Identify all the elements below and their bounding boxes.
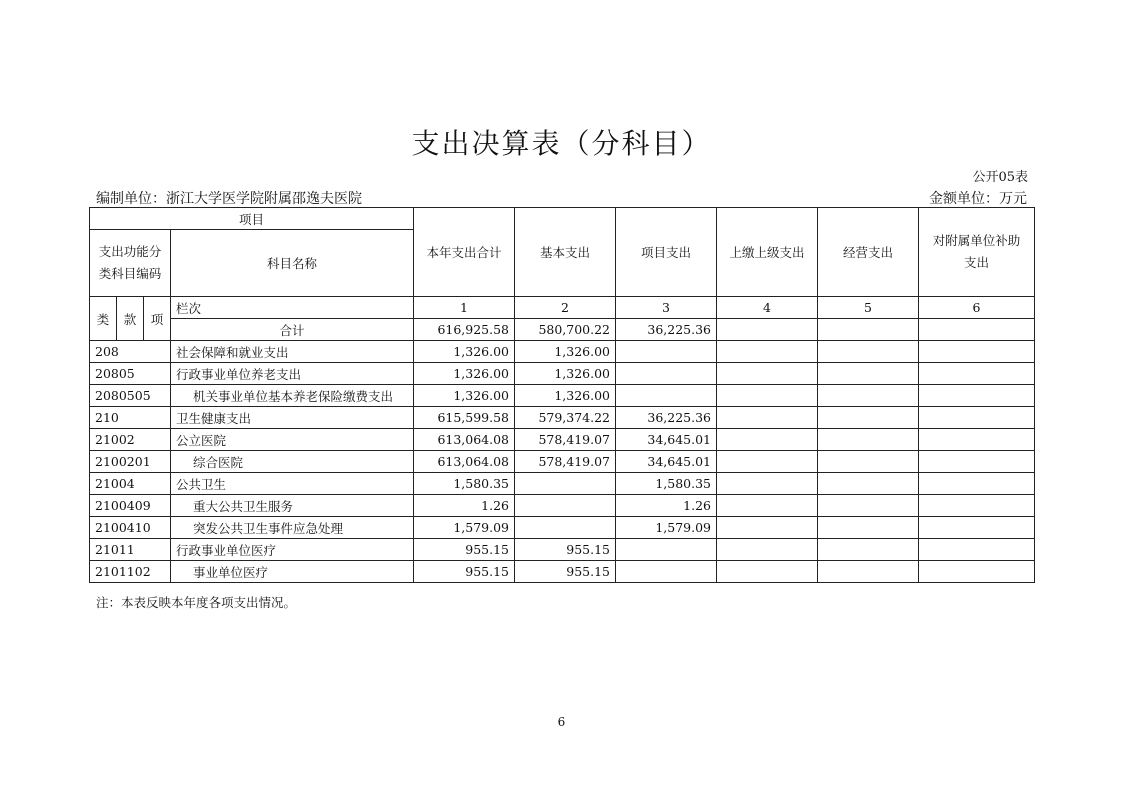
header-row-lanci <box>90 297 1035 319</box>
row-code: 2100410 <box>90 517 171 539</box>
row-v3: 1.26 <box>616 495 717 517</box>
row-v2: 578,419.07 <box>515 451 616 473</box>
total-v5 <box>818 319 919 341</box>
row-v5 <box>818 495 919 517</box>
org-label: 编制单位：浙江大学医学院附属邵逸夫医院 <box>96 191 362 207</box>
row-v3 <box>616 539 717 561</box>
table-row <box>90 539 1035 561</box>
col-num-1: 1 <box>414 297 515 319</box>
table-row <box>90 517 1035 539</box>
row-subject-name: 重大公共卫生服务 <box>171 495 414 517</box>
col-num-6: 6 <box>919 297 1035 319</box>
row-code: 21004 <box>90 473 171 495</box>
row-v5 <box>818 385 919 407</box>
row-v6 <box>919 407 1035 429</box>
header-col-6: 对附属单位补助支出 <box>919 208 1035 297</box>
row-v5 <box>818 429 919 451</box>
header-xiang: 项 <box>144 297 171 341</box>
row-subject-name: 机关事业单位基本养老保险缴费支出 <box>171 385 414 407</box>
row-v1: 1,326.00 <box>414 385 515 407</box>
row-v4 <box>717 561 818 583</box>
row-code: 210 <box>90 407 171 429</box>
expenditure-table <box>89 207 1035 583</box>
row-v6 <box>919 341 1035 363</box>
table-row <box>90 429 1035 451</box>
row-code: 2101102 <box>90 561 171 583</box>
row-v1: 1.26 <box>414 495 515 517</box>
row-subject-name: 综合医院 <box>171 451 414 473</box>
row-v6 <box>919 517 1035 539</box>
row-v2: 1,326.00 <box>515 385 616 407</box>
table-row <box>90 495 1035 517</box>
row-v6 <box>919 429 1035 451</box>
row-v2 <box>515 473 616 495</box>
row-v1: 1,326.00 <box>414 363 515 385</box>
row-code: 2100409 <box>90 495 171 517</box>
row-v6 <box>919 561 1035 583</box>
col-num-2: 2 <box>515 297 616 319</box>
row-v6 <box>919 539 1035 561</box>
row-v5 <box>818 407 919 429</box>
row-v2: 1,326.00 <box>515 363 616 385</box>
row-code: 21011 <box>90 539 171 561</box>
row-v4 <box>717 495 818 517</box>
row-v2 <box>515 495 616 517</box>
total-v6 <box>919 319 1035 341</box>
row-subject-name: 行政事业单位养老支出 <box>171 363 414 385</box>
table-row <box>90 341 1035 363</box>
row-subject-name: 突发公共卫生事件应急处理 <box>171 517 414 539</box>
row-v4 <box>717 385 818 407</box>
row-v3: 34,645.01 <box>616 451 717 473</box>
row-subject-name: 事业单位医疗 <box>171 561 414 583</box>
row-subject-name: 行政事业单位医疗 <box>171 539 414 561</box>
row-v1: 1,326.00 <box>414 341 515 363</box>
header-row-project <box>90 208 1035 230</box>
row-subject-name: 卫生健康支出 <box>171 407 414 429</box>
col-num-4: 4 <box>717 297 818 319</box>
row-v5 <box>818 451 919 473</box>
row-v4 <box>717 429 818 451</box>
row-v4 <box>717 451 818 473</box>
table-row <box>90 407 1035 429</box>
total-v4 <box>717 319 818 341</box>
row-v5 <box>818 539 919 561</box>
row-v6 <box>919 363 1035 385</box>
row-v3: 34,645.01 <box>616 429 717 451</box>
header-col-4: 上缴上级支出 <box>717 208 818 297</box>
row-v3 <box>616 341 717 363</box>
header-lei: 类 <box>90 297 117 341</box>
header-col-3: 项目支出 <box>616 208 717 297</box>
row-v1: 955.15 <box>414 539 515 561</box>
row-v4 <box>717 407 818 429</box>
form-number: 公开05表 <box>972 170 1028 185</box>
row-v1: 613,064.08 <box>414 451 515 473</box>
table-note: 注：本表反映本年度各项支出情况。 <box>96 595 297 610</box>
row-v1: 1,580.35 <box>414 473 515 495</box>
row-v1: 1,579.09 <box>414 517 515 539</box>
row-code: 21002 <box>90 429 171 451</box>
row-code: 2080505 <box>90 385 171 407</box>
row-v1: 955.15 <box>414 561 515 583</box>
total-v3: 36,225.36 <box>616 319 717 341</box>
col-num-5: 5 <box>818 297 919 319</box>
row-v5 <box>818 341 919 363</box>
row-v4 <box>717 363 818 385</box>
header-col-2: 基本支出 <box>515 208 616 297</box>
row-v5 <box>818 363 919 385</box>
row-v5 <box>818 517 919 539</box>
row-subject-name: 社会保障和就业支出 <box>171 341 414 363</box>
row-v1: 613,064.08 <box>414 429 515 451</box>
row-v2: 578,419.07 <box>515 429 616 451</box>
row-v5 <box>818 473 919 495</box>
header-kuan: 款 <box>117 297 144 341</box>
page-number: 6 <box>557 715 566 729</box>
table-row <box>90 385 1035 407</box>
total-row <box>90 319 1035 341</box>
row-code: 208 <box>90 341 171 363</box>
unit-label: 金额单位：万元 <box>929 191 1027 207</box>
row-subject-name: 公共卫生 <box>171 473 414 495</box>
header-col-1: 本年支出合计 <box>414 208 515 297</box>
row-v4 <box>717 517 818 539</box>
header-lanci: 栏次 <box>171 297 414 319</box>
row-v6 <box>919 473 1035 495</box>
table-row <box>90 363 1035 385</box>
total-v2: 580,700.22 <box>515 319 616 341</box>
header-col-5: 经营支出 <box>818 208 919 297</box>
row-code: 2100201 <box>90 451 171 473</box>
row-v2: 579,374.22 <box>515 407 616 429</box>
page-title: 支出决算表（分科目） <box>411 127 712 160</box>
row-v3: 1,579.09 <box>616 517 717 539</box>
total-label: 合计 <box>171 319 414 341</box>
header-subject-name: 科目名称 <box>171 230 414 297</box>
row-v3: 36,225.36 <box>616 407 717 429</box>
row-v4 <box>717 341 818 363</box>
header-code-group: 支出功能分类科目编码 <box>90 230 171 297</box>
table-row <box>90 561 1035 583</box>
row-v3: 1,580.35 <box>616 473 717 495</box>
row-v6 <box>919 385 1035 407</box>
table-row <box>90 451 1035 473</box>
row-v2: 1,326.00 <box>515 341 616 363</box>
row-v5 <box>818 561 919 583</box>
row-v2: 955.15 <box>515 539 616 561</box>
row-v4 <box>717 539 818 561</box>
row-v3 <box>616 385 717 407</box>
row-v2 <box>515 517 616 539</box>
row-subject-name: 公立医院 <box>171 429 414 451</box>
total-v1: 616,925.58 <box>414 319 515 341</box>
table-row <box>90 473 1035 495</box>
row-v6 <box>919 451 1035 473</box>
row-code: 20805 <box>90 363 171 385</box>
row-v6 <box>919 495 1035 517</box>
row-v3 <box>616 363 717 385</box>
col-num-3: 3 <box>616 297 717 319</box>
row-v1: 615,599.58 <box>414 407 515 429</box>
header-project: 项目 <box>90 208 414 230</box>
row-v4 <box>717 473 818 495</box>
row-v2: 955.15 <box>515 561 616 583</box>
row-v3 <box>616 561 717 583</box>
